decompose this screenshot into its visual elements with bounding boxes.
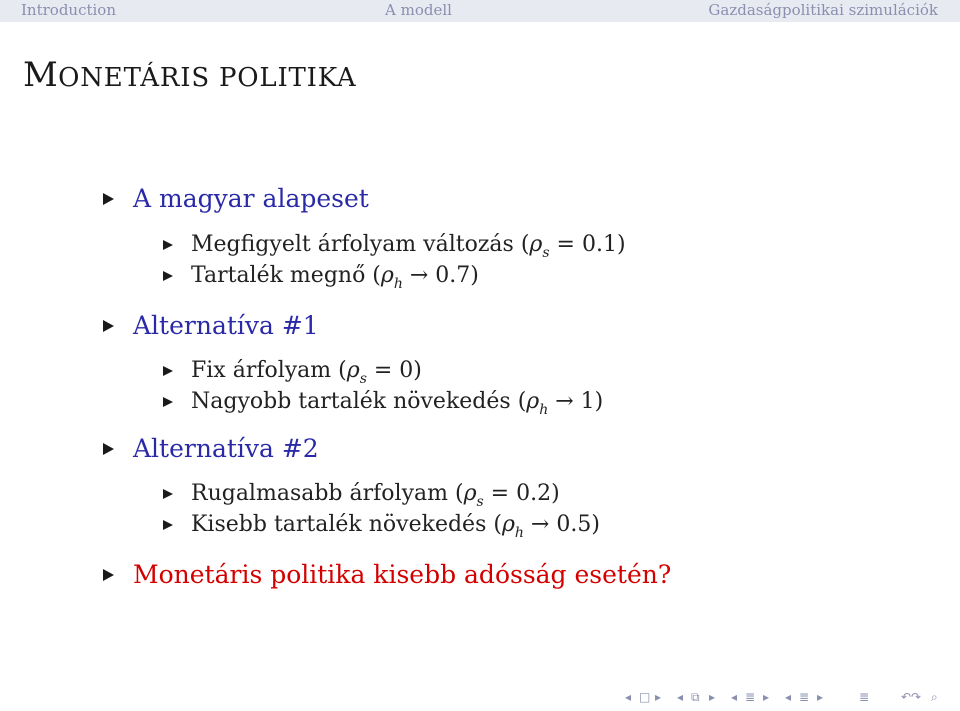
- arrow-right-icon[interactable]: ▸: [709, 690, 716, 704]
- bullet-text: Alternatíva #1: [133, 311, 319, 340]
- subsection-lines-icon[interactable]: ≣: [745, 690, 756, 704]
- arrow-left-icon[interactable]: ◂: [625, 690, 632, 704]
- section-lines-icon[interactable]: ≣: [799, 690, 810, 704]
- sub-bullet-triangle-icon: [163, 397, 173, 407]
- math-subscript: h: [539, 402, 549, 418]
- arrow-right-icon[interactable]: ▸: [817, 690, 824, 704]
- nav-section-simulations[interactable]: Gazdaságpolitikai szimulációk: [708, 1, 938, 19]
- math-subscript: h: [393, 276, 403, 292]
- text-prefix: Megfigyelt árfolyam változás (: [191, 232, 530, 257]
- math-symbol: ρ: [529, 232, 543, 257]
- text-suffix: = 0): [366, 358, 422, 383]
- math-subscript: s: [542, 245, 550, 261]
- back-forward-icon[interactable]: ↶↷: [901, 690, 922, 704]
- sub-bullet-text: [191, 358, 422, 387]
- sub-bullet-triangle-icon: [163, 520, 173, 530]
- math-subscript: h: [514, 525, 524, 541]
- math-symbol: ρ: [346, 358, 360, 383]
- text-suffix: → 1): [548, 389, 604, 414]
- arrow-left-icon[interactable]: ◂: [785, 690, 792, 704]
- subsection-box-icon[interactable]: ⧉: [691, 690, 700, 704]
- arrow-right-icon[interactable]: ▸: [655, 690, 662, 704]
- text-suffix: = 0.1): [549, 232, 626, 257]
- text-suffix: → 0.7): [402, 263, 479, 288]
- frame-title-initial: M: [23, 55, 59, 95]
- bullet-text: Alternatíva #2: [133, 434, 319, 463]
- math-symbol: ρ: [463, 481, 477, 506]
- sub-bullet-text: [191, 389, 604, 418]
- bullet-text: A magyar alapeset: [133, 184, 369, 213]
- sub-bullet-text: [191, 232, 626, 261]
- sub-bullet-text: [191, 263, 479, 292]
- math-subscript: s: [359, 371, 367, 387]
- frame-box-icon[interactable]: □: [639, 690, 651, 704]
- search-icon[interactable]: ⌕: [931, 690, 938, 704]
- math-subscript: s: [476, 494, 484, 510]
- nav-section-model[interactable]: A modell: [385, 1, 452, 19]
- question-text: Monetáris politika kisebb adósság esetén?: [133, 560, 672, 589]
- sub-bullet-text: [191, 512, 600, 541]
- bullet-triangle-icon: [103, 443, 114, 455]
- text-suffix: = 0.2): [483, 481, 560, 506]
- sub-bullet-triangle-icon: [163, 240, 173, 250]
- bullet-triangle-icon: [103, 320, 114, 332]
- frame-title-rest: ONETÁRIS POLITIKA: [58, 63, 357, 93]
- math-symbol: ρ: [526, 389, 540, 414]
- text-prefix: Fix árfolyam (: [191, 358, 347, 383]
- math-symbol: ρ: [501, 512, 515, 537]
- frame-title: [23, 55, 357, 95]
- sub-bullet-triangle-icon: [163, 271, 173, 281]
- text-prefix: Kisebb tartalék növekedés (: [191, 512, 502, 537]
- bullet-triangle-icon: [103, 569, 114, 581]
- text-prefix: Rugalmasabb árfolyam (: [191, 481, 464, 506]
- text-prefix: Nagyobb tartalék növekedés (: [191, 389, 527, 414]
- document-lines-icon[interactable]: ≣: [859, 690, 870, 704]
- section-navbar: [0, 0, 960, 22]
- beamer-navigation-symbols: [625, 690, 955, 706]
- sub-bullet-triangle-icon: [163, 366, 173, 376]
- sub-bullet-text: [191, 481, 560, 510]
- nav-section-introduction[interactable]: Introduction: [21, 1, 116, 19]
- text-prefix: Tartalék megnő (: [191, 263, 381, 288]
- arrow-right-icon[interactable]: ▸: [763, 690, 770, 704]
- sub-bullet-triangle-icon: [163, 489, 173, 499]
- math-symbol: ρ: [380, 263, 394, 288]
- arrow-left-icon[interactable]: ◂: [677, 690, 684, 704]
- text-suffix: → 0.5): [523, 512, 600, 537]
- bullet-triangle-icon: [103, 193, 114, 205]
- arrow-left-icon[interactable]: ◂: [731, 690, 738, 704]
